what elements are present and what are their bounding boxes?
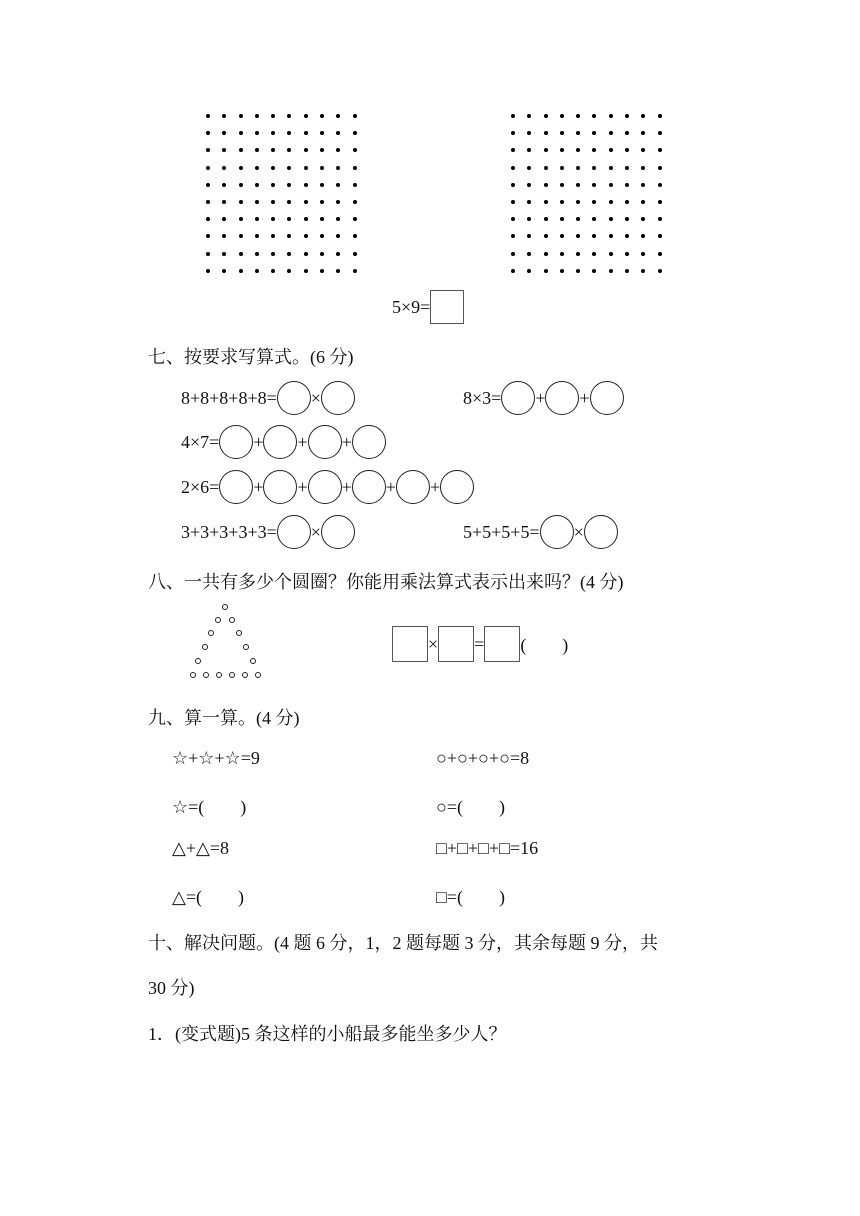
grid-dot <box>271 131 275 135</box>
grid-dot <box>592 269 596 273</box>
grid-dot <box>625 200 629 204</box>
grid-dot <box>527 183 531 187</box>
grid-dot <box>239 166 243 170</box>
grid-dot <box>576 234 580 238</box>
grid-dot <box>527 148 531 152</box>
grid-dot <box>641 148 645 152</box>
grid-dot <box>206 131 210 135</box>
grid-dot <box>576 183 580 187</box>
grid-dot <box>609 217 613 221</box>
answer-circle[interactable] <box>277 381 311 415</box>
grid-dot <box>527 217 531 221</box>
grid-dot <box>222 252 226 256</box>
grid-dot <box>353 131 357 135</box>
grid-dot <box>625 183 629 187</box>
answer-circle[interactable] <box>352 470 386 504</box>
grid-dot <box>641 166 645 170</box>
grid-dot <box>625 269 629 273</box>
grid-dot <box>560 148 564 152</box>
grid-dot <box>560 234 564 238</box>
grid-dot <box>609 234 613 238</box>
grid-dot <box>544 166 548 170</box>
grid-dot <box>206 148 210 152</box>
section7-line4b <box>463 515 618 549</box>
grid-dot <box>255 234 259 238</box>
small-circle <box>222 604 228 610</box>
answer-box[interactable] <box>438 626 474 662</box>
grid-dot <box>353 166 357 170</box>
expr-text: 8×3= <box>463 387 502 408</box>
plus-sign: + <box>385 476 396 497</box>
grid-dot <box>336 148 340 152</box>
grid-dot <box>304 234 308 238</box>
grid-dot <box>271 166 275 170</box>
grid-dot <box>576 114 580 118</box>
grid-dot <box>287 166 291 170</box>
section7-line4a <box>181 515 355 549</box>
grid-dot <box>511 269 515 273</box>
section9-title: 九、算一算。(4 分) <box>148 708 300 728</box>
grid-dot <box>222 183 226 187</box>
grid-dot <box>304 217 308 221</box>
grid-dot <box>255 269 259 273</box>
grid-dot <box>320 200 324 204</box>
grid-dot <box>544 252 548 256</box>
grid-dot <box>239 131 243 135</box>
grid-dot <box>641 200 645 204</box>
grid-dot <box>609 200 613 204</box>
small-circle <box>202 644 208 650</box>
grid-dot <box>511 166 515 170</box>
grid-dot <box>625 217 629 221</box>
grid-dot <box>658 234 662 238</box>
grid-dot <box>304 183 308 187</box>
circle-triangle-figure <box>188 604 268 684</box>
grid-dot <box>544 131 548 135</box>
unit-blank[interactable]: ( ) <box>520 635 569 655</box>
expr-text: 3+3+3+3+3= <box>181 521 277 542</box>
grid-dot <box>320 166 324 170</box>
grid-dot <box>287 114 291 118</box>
answer-circle[interactable] <box>321 515 355 549</box>
grid-dot <box>527 269 531 273</box>
grid-dot <box>287 200 291 204</box>
grid-dot <box>206 217 210 221</box>
grid-dot <box>511 114 515 118</box>
grid-dot <box>222 234 226 238</box>
grid-dot <box>320 217 324 221</box>
grid-dot <box>544 114 548 118</box>
grid-dot <box>353 234 357 238</box>
small-circle <box>208 630 214 636</box>
grid-dot <box>206 252 210 256</box>
grid-dot <box>239 200 243 204</box>
plus-sign: + <box>297 476 308 497</box>
grid-dot <box>625 252 629 256</box>
grid-dot <box>353 114 357 118</box>
grid-dot <box>527 114 531 118</box>
grid-dot <box>560 217 564 221</box>
grid-dot <box>336 234 340 238</box>
grid-dot <box>527 252 531 256</box>
grid-dot <box>576 166 580 170</box>
grid-dot <box>320 114 324 118</box>
grid-dot <box>625 234 629 238</box>
grid-dot <box>511 148 515 152</box>
grid-dot <box>271 234 275 238</box>
grid-dot <box>304 131 308 135</box>
grid-dot <box>239 252 243 256</box>
section7-line3 <box>181 470 474 504</box>
grid-dot <box>255 131 259 135</box>
answer-box[interactable] <box>392 626 428 662</box>
grid-dot <box>576 269 580 273</box>
plus-sign: + <box>253 476 264 497</box>
grid-dot <box>592 148 596 152</box>
grid-dot <box>353 148 357 152</box>
grid-dot <box>609 114 613 118</box>
grid-dot <box>609 269 613 273</box>
plus-sign: + <box>341 431 352 452</box>
small-circle <box>255 672 261 678</box>
grid-dot <box>304 148 308 152</box>
grid-dot <box>658 183 662 187</box>
plus-sign: + <box>297 431 308 452</box>
grid-dot <box>206 200 210 204</box>
grid-dot <box>544 217 548 221</box>
small-circle <box>236 630 242 636</box>
grid-dot <box>658 148 662 152</box>
grid-dot <box>609 148 613 152</box>
answer-circle[interactable] <box>321 381 355 415</box>
grid-dot <box>222 269 226 273</box>
answer-circle[interactable] <box>263 425 297 459</box>
grid-dot <box>271 114 275 118</box>
grid-dot <box>609 252 613 256</box>
grid-dot <box>287 252 291 256</box>
section7-title: 七、按要求写算式。(6 分) <box>148 347 354 367</box>
grid-dot <box>592 252 596 256</box>
expr-text: 2×6= <box>181 476 220 497</box>
grid-dot <box>206 269 210 273</box>
answer-circle[interactable] <box>396 470 430 504</box>
answer-circle[interactable] <box>440 470 474 504</box>
grid-dot <box>658 217 662 221</box>
small-circle <box>229 672 235 678</box>
times-sign: × <box>310 521 321 542</box>
grid-dot <box>287 269 291 273</box>
answer-circle[interactable] <box>263 470 297 504</box>
plus-sign: + <box>253 431 264 452</box>
answer-circle[interactable] <box>590 381 624 415</box>
answer-circle[interactable] <box>352 425 386 459</box>
grid-dot <box>255 114 259 118</box>
answer-circle[interactable] <box>308 425 342 459</box>
grid-dot <box>592 131 596 135</box>
grid-dot <box>353 252 357 256</box>
grid-dot <box>206 114 210 118</box>
grid-dot <box>625 131 629 135</box>
grid-dot <box>271 252 275 256</box>
equation-top <box>392 290 464 324</box>
grid-dot <box>222 200 226 204</box>
grid-dot <box>560 131 564 135</box>
square-answer[interactable]: □=( ) <box>436 887 506 907</box>
grid-dot <box>255 217 259 221</box>
answer-circle[interactable] <box>545 381 579 415</box>
triangle-equation: △+△=8 <box>172 838 229 858</box>
grid-dot <box>239 183 243 187</box>
section8-title: 八、一共有多少个圆圈？你能用乘法算式表示出来吗？(4 分) <box>148 572 624 592</box>
grid-dot <box>625 166 629 170</box>
grid-dot <box>592 114 596 118</box>
grid-dot <box>222 217 226 221</box>
grid-dot <box>641 269 645 273</box>
grid-dot <box>239 234 243 238</box>
grid-dot <box>560 269 564 273</box>
small-circle <box>195 658 201 664</box>
expr-text: 4×7= <box>181 431 220 452</box>
grid-dot <box>511 131 515 135</box>
grid-dot <box>527 234 531 238</box>
grid-dot <box>625 148 629 152</box>
grid-dot <box>255 148 259 152</box>
plus-sign: + <box>341 476 352 497</box>
answer-circle[interactable] <box>219 425 253 459</box>
grid-dot <box>320 269 324 273</box>
grid-dot <box>320 131 324 135</box>
grid-dot <box>222 148 226 152</box>
square-equation: □+□+□+□=16 <box>436 838 539 858</box>
grid-dot <box>527 200 531 204</box>
grid-dot <box>271 148 275 152</box>
question-1: 1．(变式题)5 条这样的小船最多能坐多少人？ <box>148 1024 507 1044</box>
grid-dot <box>353 217 357 221</box>
small-circle <box>216 672 222 678</box>
grid-dot <box>239 217 243 221</box>
equation-top-text: 5×9= <box>392 296 431 317</box>
grid-dot <box>576 131 580 135</box>
grid-dot <box>576 200 580 204</box>
grid-dot <box>511 252 515 256</box>
section7-line1a <box>181 381 355 415</box>
grid-dot <box>239 269 243 273</box>
grid-dot <box>592 217 596 221</box>
answer-box[interactable] <box>430 290 464 324</box>
grid-dot <box>353 200 357 204</box>
grid-dot <box>304 200 308 204</box>
answer-circle[interactable] <box>584 515 618 549</box>
grid-dot <box>641 217 645 221</box>
grid-dot <box>641 252 645 256</box>
grid-dot <box>336 131 340 135</box>
grid-dot <box>287 234 291 238</box>
star-answer[interactable]: ☆=( ) <box>172 797 247 817</box>
grid-dot <box>304 114 308 118</box>
grid-dot <box>304 252 308 256</box>
expr-text: 5+5+5+5= <box>463 521 540 542</box>
grid-dot <box>304 166 308 170</box>
grid-dot <box>255 183 259 187</box>
grid-dot <box>255 166 259 170</box>
dot-grid-right <box>511 114 674 286</box>
grid-dot <box>206 166 210 170</box>
plus-sign: + <box>429 476 441 497</box>
grid-dot <box>560 114 564 118</box>
grid-dot <box>511 183 515 187</box>
grid-dot <box>592 234 596 238</box>
grid-dot <box>320 252 324 256</box>
grid-dot <box>511 217 515 221</box>
grid-dot <box>625 114 629 118</box>
times-sign: × <box>310 387 321 408</box>
grid-dot <box>560 200 564 204</box>
section10-title-cont: 30 分) <box>148 978 195 998</box>
section8-equation <box>392 627 568 661</box>
grid-dot <box>336 217 340 221</box>
grid-dot <box>544 269 548 273</box>
grid-dot <box>206 234 210 238</box>
grid-dot <box>527 166 531 170</box>
grid-dot <box>658 252 662 256</box>
grid-dot <box>511 234 515 238</box>
grid-dot <box>320 234 324 238</box>
small-circle <box>229 617 235 623</box>
grid-dot <box>336 166 340 170</box>
times-sign: × <box>428 633 439 654</box>
answer-circle[interactable] <box>308 470 342 504</box>
grid-dot <box>222 131 226 135</box>
grid-dot <box>641 183 645 187</box>
grid-dot <box>658 114 662 118</box>
dot-grid-left <box>206 114 369 286</box>
star-equation: ☆+☆+☆=9 <box>172 748 260 768</box>
grid-dot <box>287 183 291 187</box>
grid-dot <box>576 252 580 256</box>
grid-dot <box>336 252 340 256</box>
section7-line2 <box>181 425 386 459</box>
plus-sign: + <box>579 387 590 408</box>
grid-dot <box>658 200 662 204</box>
grid-dot <box>576 217 580 221</box>
grid-dot <box>353 183 357 187</box>
grid-dot <box>641 234 645 238</box>
small-circle <box>243 644 249 650</box>
grid-dot <box>609 166 613 170</box>
grid-dot <box>239 148 243 152</box>
grid-dot <box>527 131 531 135</box>
grid-dot <box>658 269 662 273</box>
grid-dot <box>287 148 291 152</box>
grid-dot <box>320 148 324 152</box>
grid-dot <box>304 269 308 273</box>
grid-dot <box>353 269 357 273</box>
grid-dot <box>287 131 291 135</box>
plus-sign: + <box>535 387 546 408</box>
small-circle <box>203 672 209 678</box>
small-circle <box>190 672 196 678</box>
grid-dot <box>336 200 340 204</box>
triangle-answer[interactable]: △=( ) <box>172 887 244 907</box>
answer-circle[interactable] <box>219 470 253 504</box>
small-circle <box>250 658 256 664</box>
grid-dot <box>592 166 596 170</box>
grid-dot <box>239 114 243 118</box>
grid-dot <box>336 114 340 118</box>
grid-dot <box>271 200 275 204</box>
equals-sign: = <box>474 633 485 654</box>
answer-circle[interactable] <box>540 515 574 549</box>
grid-dot <box>544 148 548 152</box>
small-circle <box>242 672 248 678</box>
grid-dot <box>658 131 662 135</box>
circle-answer[interactable]: ○=( ) <box>436 797 506 817</box>
grid-dot <box>560 166 564 170</box>
grid-dot <box>271 183 275 187</box>
grid-dot <box>560 252 564 256</box>
grid-dot <box>544 234 548 238</box>
grid-dot <box>658 166 662 170</box>
expr-text: 8+8+8+8+8= <box>181 387 277 408</box>
times-sign: × <box>573 521 584 542</box>
grid-dot <box>576 148 580 152</box>
grid-dot <box>222 114 226 118</box>
small-circle <box>215 617 221 623</box>
answer-circle[interactable] <box>501 381 535 415</box>
grid-dot <box>544 183 548 187</box>
grid-dot <box>560 183 564 187</box>
grid-dot <box>592 200 596 204</box>
grid-dot <box>287 217 291 221</box>
grid-dot <box>271 217 275 221</box>
circle-equation: ○+○+○+○=8 <box>436 748 530 768</box>
grid-dot <box>592 183 596 187</box>
grid-dot <box>641 114 645 118</box>
grid-dot <box>206 183 210 187</box>
grid-dot <box>255 252 259 256</box>
grid-dot <box>336 183 340 187</box>
section10-title: 十、解决问题。(4 题 6 分，1，2 题每题 3 分，其余每题 9 分，共 <box>148 933 658 953</box>
grid-dot <box>255 200 259 204</box>
grid-dot <box>641 131 645 135</box>
answer-circle[interactable] <box>277 515 311 549</box>
grid-dot <box>511 200 515 204</box>
grid-dot <box>336 269 340 273</box>
grid-dot <box>222 166 226 170</box>
grid-dot <box>320 183 324 187</box>
grid-dot <box>544 200 548 204</box>
grid-dot <box>609 183 613 187</box>
grid-dot <box>271 269 275 273</box>
grid-dot <box>609 131 613 135</box>
answer-box[interactable] <box>484 626 520 662</box>
section7-line1b <box>463 381 624 415</box>
